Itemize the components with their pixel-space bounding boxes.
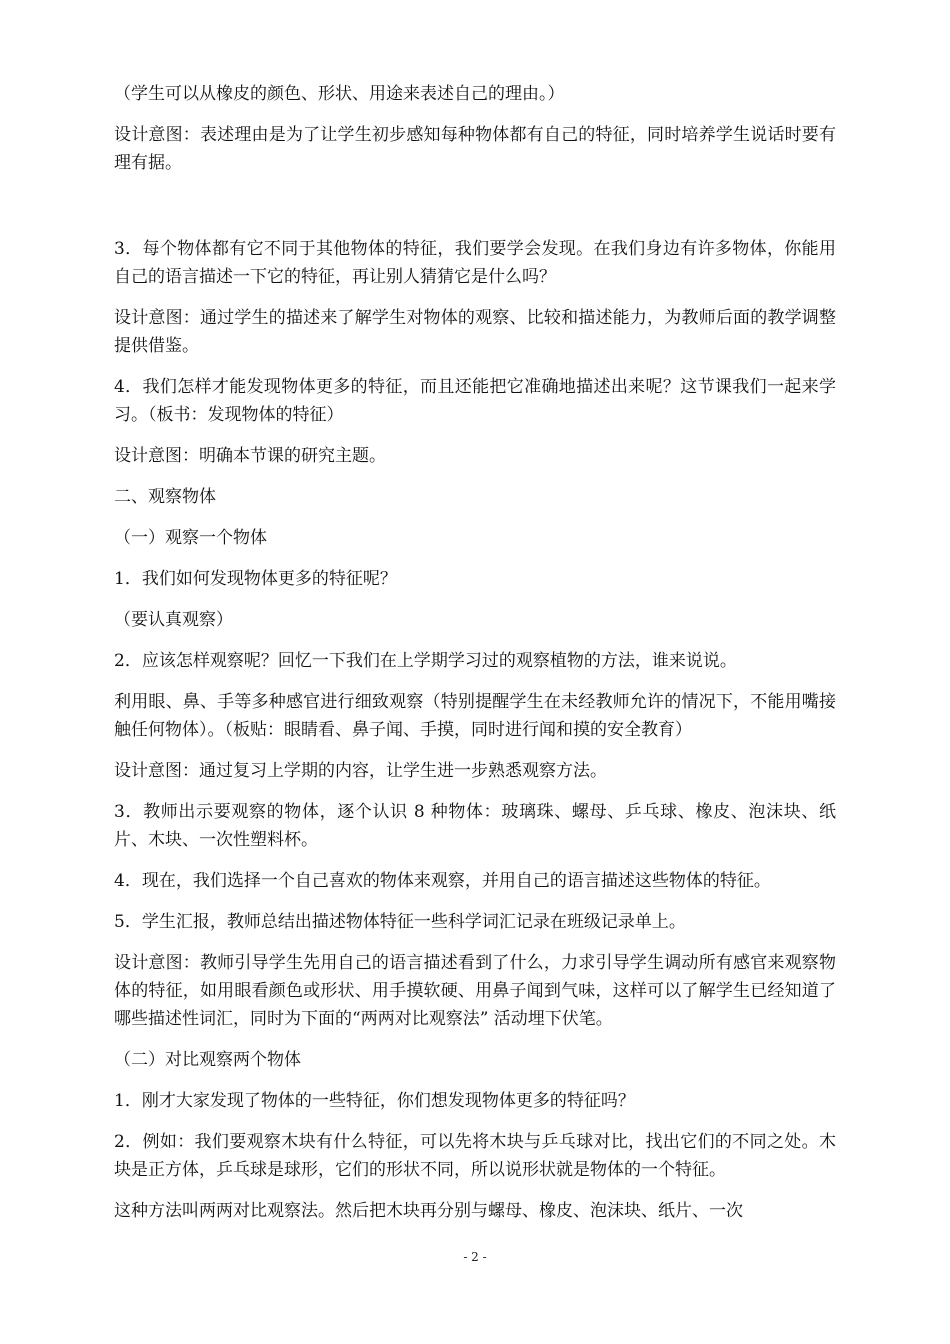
paragraph: 利用眼、鼻、手等多种感官进行细致观察（特别提醒学生在未经教师允许的情况下，不能用嘴接触任何物体）。（板贴：眼睛看、鼻子闻、手摸，同时进行闻和摸的安全教育） [114,692,836,740]
section-heading: 二、观察物体 [114,487,216,507]
paragraph: 5．学生汇报，教师总结出描述物体特征一些科学词汇记录在班级记录单上。 [114,912,686,932]
paragraph: 2．例如：我们要观察木块有什么特征，可以先将木块与乒乓球对比，找出它们的不同之处。木块是正方体，乒乓球是球形，它们的形状不同，所以说形状就是物体的一个特征。 [114,1132,836,1180]
paragraph: 设计意图：通过复习上学期的内容，让学生进一步熟悉观察方法。 [114,761,607,781]
paragraph: 2．应该怎样观察呢？回忆一下我们在上学期学习过的观察植物的方法，谁来说说。 [114,651,737,671]
paragraph: 设计意图：表述理由是为了让学生初步感知每种物体都有自己的特征，同时培养学生说话时要有理有据。 [114,125,836,173]
paragraph: （学生可以从橡皮的颜色、形状、用途来表述自己的理由。） [114,84,565,104]
paragraph: 1．我们如何发现物体更多的特征呢？ [114,569,397,589]
paragraph: 1．刚才大家发现了物体的一些特征，你们想发现物体更多的特征吗？ [114,1091,635,1111]
paragraph: 4．我们怎样才能发现物体更多的特征，而且还能把它准确地描述出来呢？这节课我们一起来学习。（板书：发现物体的特征） [114,377,836,425]
document-body [114,80,836,1238]
subsection-heading: （二）对比观察两个物体 [114,1050,301,1070]
paragraph: 设计意图：通过学生的描述来了解学生对物体的观察、比较和描述能力，为教师后面的教学调整提供借鉴。 [114,308,836,356]
paragraph: 4．现在，我们选择一个自己喜欢的物体来观察，并用自己的语言描述这些物体的特征。 [114,871,771,891]
paragraph: 3．每个物体都有它不同于其他物体的特征，我们要学会发现。在我们身边有许多物体，你能用自己的语言描述一下它的特征，再让别人猜猜它是什么吗？ [114,239,836,287]
paragraph: 设计意图：教师引导学生先用自己的语言描述看到了什么，力求引导学生调动所有感官来观察物体的特征，如用眼看颜色或形状、用手摸软硬、用鼻子闻到气味，这样可以了解学生已经知道了哪些描述性词汇，同时为下面的“两两对比观察法” 活动埋下伏笔。 [114,953,836,1029]
paragraph: （要认真观察） [114,610,233,630]
paragraph: 3．教师出示要观察的物体，逐个认识 8 种物体：玻璃珠、螺母、乒乓球、橡皮、泡沫块、纸片、木块、一次性塑料杯。 [114,802,836,850]
paragraph: 设计意图：明确本节课的研究主题。 [114,446,386,466]
paragraph: 这种方法叫两两对比观察法。然后把木块再分别与螺母、橡皮、泡沫块、纸片、一次 [114,1201,743,1221]
page-number: - 2 - [463,1250,487,1264]
subsection-heading: （一）观察一个物体 [114,528,267,548]
